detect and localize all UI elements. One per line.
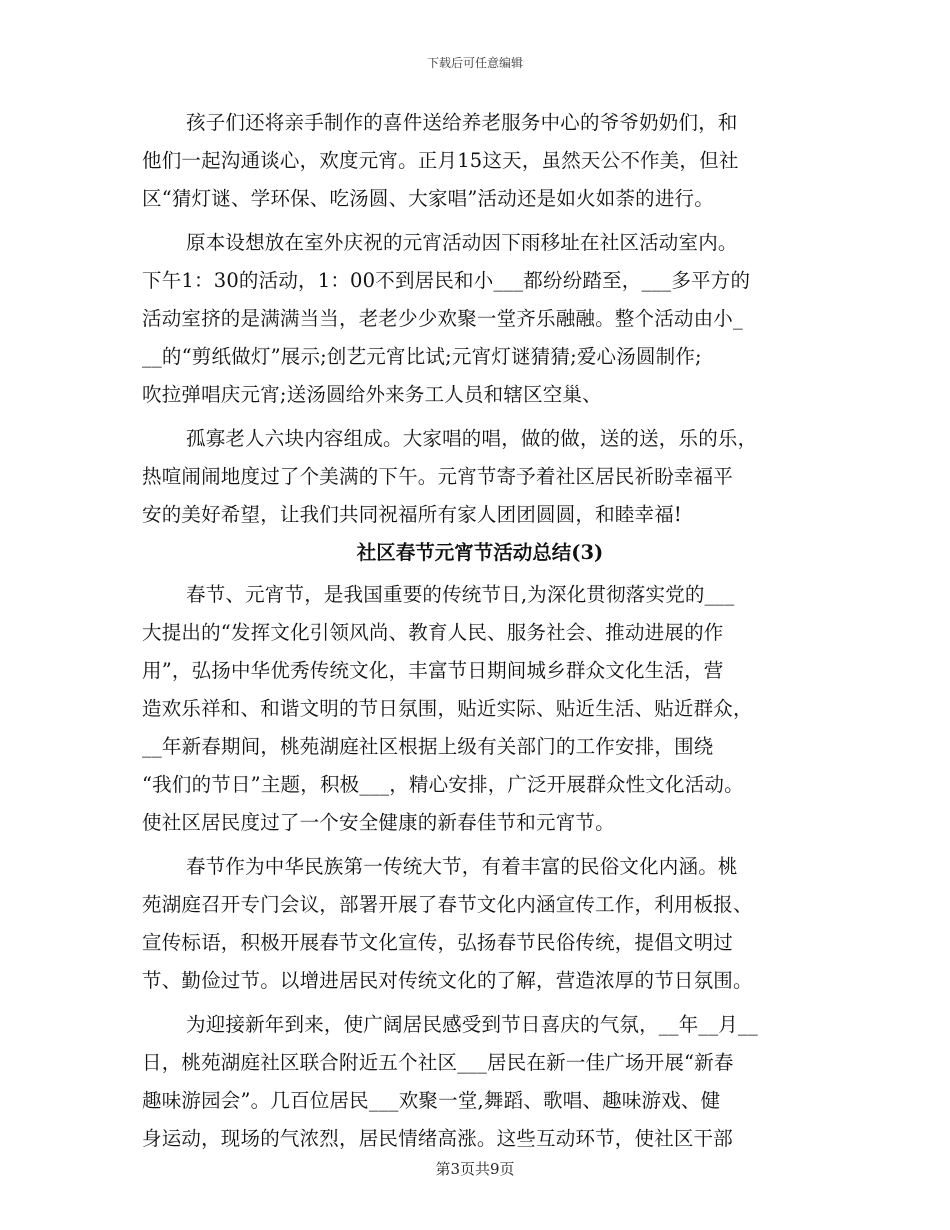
paragraph-line: 大提出的“发挥文化引领风尚、教育人民、服务社会、推动进展的作 (142, 621, 724, 644)
paragraph-line: 用”，弘扬中华优秀传统文化，丰富节日期间城乡群众文化生活，营 (142, 659, 724, 682)
paragraph (142, 576, 818, 842)
page-indicator: 第3页共9页 (435, 1160, 515, 1178)
paragraph-line: 苑湖庭召开专门会议，部署开展了春节文化内涵宣传工作，利用板报、 (142, 893, 753, 916)
paragraph (142, 224, 818, 414)
paragraph-line: 节、勤俭过节。以增进居民对传统文化的了解，营造浓厚的节日氛围。 (142, 969, 753, 992)
paragraph (142, 104, 818, 218)
paragraph-line: 使社区居民度过了一个安全健康的新春佳节和元宵节。 (142, 811, 615, 834)
paragraph-line: 宣传标语，积极开展春节文化宣传，弘扬春节民俗传统，提倡文明过 (142, 931, 734, 954)
paragraph-line: __年新春期间，桃苑湖庭社区根据上级有关部门的工作安排，围绕 (142, 735, 714, 758)
paragraph-line: 春节、元宵节，是我国重要的传统节日,为深化贯彻落实党的___ (186, 583, 735, 606)
paragraph-line: 身运动，现场的气浓烈，居民情绪高涨。这些互动环节，使社区干部 (142, 1127, 734, 1150)
paragraph-line: 他们一起沟通谈心，欢度元宵。正月15这天，虽然天公不作美，但社 (142, 149, 739, 172)
document-body (142, 104, 818, 1158)
paragraph (142, 1006, 818, 1158)
header-note: 下载后可任意编辑 (426, 56, 523, 70)
paragraph-line: 春节作为中华民族第一传统大节，有着丰富的民俗文化内涵。桃 (186, 855, 738, 878)
section-title: 社区春节元宵节活动总结(3) (356, 541, 604, 564)
paragraph-line: 造欢乐祥和、和谐文明的节日氛围，贴近实际、贴近生活、贴近群众， (142, 697, 753, 720)
paragraph-line: 活动室挤的是满满当当，老老少少欢聚一堂齐乐融融。整个活动由小_ (142, 307, 743, 330)
paragraph-line: “我们的节日”主题，积极___，精心安排，广泛开展群众性文化活动。 (142, 773, 744, 796)
paragraph-line: 为迎接新年到来，使广阔居民感受到节日喜庆的气氛，__年__月__ (186, 1013, 758, 1036)
paragraph-line: 趣味游园会”。几百位居民___欢聚一堂,舞蹈、歌唱、趣味游戏、健 (142, 1089, 721, 1112)
paragraph-line: 安的美好希望，让我们共同祝福所有家人团团圆圆，和睦幸福! (142, 503, 682, 526)
paragraph-line: 原本设想放在室外庆祝的元宵活动因下雨移址在社区活动室内。 (186, 231, 738, 254)
paragraph-line: 吹拉弹唱庆元宵;送汤圆给外来务工人员和辖区空巢、 (142, 383, 602, 406)
paragraph-line: 孩子们还将亲手制作的喜件送给养老服务中心的爷爷奶奶们，和 (186, 111, 738, 134)
paragraph-line: 孤寡老人六块内容组成。大家唱的唱，做的做，送的送，乐的乐， (186, 427, 758, 450)
paragraph-line: 下午1：30的活动，1：00不到居民和小___都纷纷踏至，___多平方的 (142, 269, 751, 292)
paragraph-line: __的“剪纸做灯”展示;创艺元宵比试;元宵灯谜猜猜;爱心汤圆制作; (142, 345, 702, 368)
paragraph (142, 420, 818, 534)
paragraph-line: 热喧闹闹地度过了个美满的下午。元宵节寄予着社区居民祈盼幸福平 (142, 465, 734, 488)
paragraph (142, 848, 818, 1000)
paragraph-line: 区“猜灯谜、学环保、吃汤圆、大家唱”活动还是如火如荼的进行。 (142, 187, 714, 210)
paragraph-line: 日，桃苑湖庭社区联合附近五个社区___居民在新一佳广场开展“新春 (142, 1051, 734, 1074)
